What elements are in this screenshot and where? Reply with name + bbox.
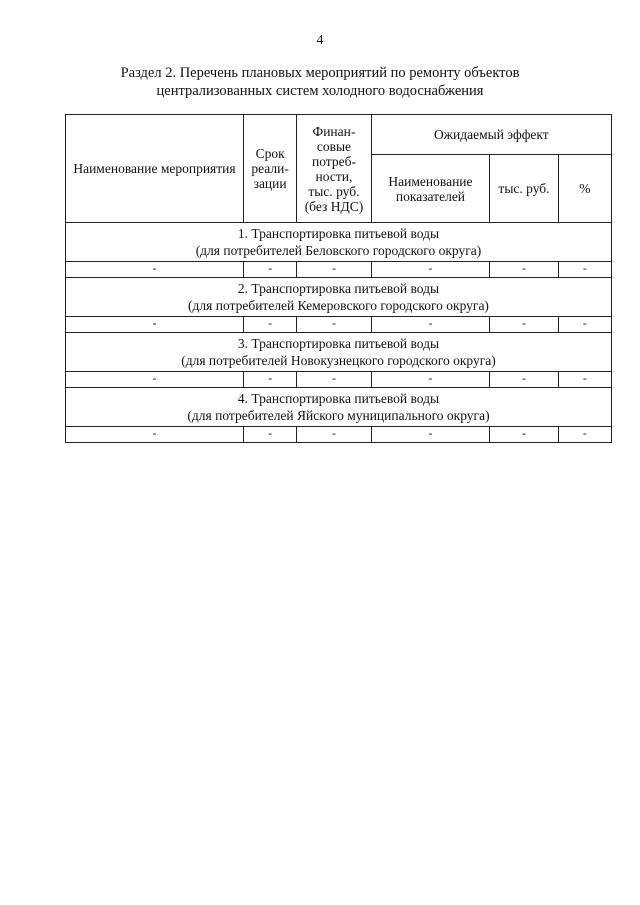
header-finance-line3: потреб- <box>311 153 356 169</box>
cell-thousand-rub: - <box>490 262 558 278</box>
section-title-line1: Раздел 2. Перечень плановых мероприятий по ремонту объектов <box>120 65 520 81</box>
table-row <box>66 317 612 333</box>
cell-finance: - <box>297 317 371 333</box>
header-event-name: Наименование мероприятия <box>66 115 244 223</box>
header-term-line1: Срок <box>255 146 285 161</box>
header-term-line2: реали- <box>251 161 289 176</box>
header-term <box>243 115 296 223</box>
section-title <box>0 64 640 100</box>
cell-indicators: - <box>371 262 490 278</box>
cell-thousand-rub: - <box>490 317 558 333</box>
section-heading-line1: 1. Транспортировка питьевой воды <box>237 226 440 241</box>
page-number: 4 <box>316 33 324 48</box>
cell-indicators: - <box>371 317 490 333</box>
cell-percent: - <box>558 372 611 388</box>
header-term-line3: зации <box>253 176 287 191</box>
section-heading-3 <box>66 333 612 372</box>
cell-event-name: - <box>66 317 244 333</box>
section-heading-1 <box>66 223 612 262</box>
cell-percent: - <box>558 262 611 278</box>
section-heading-line1: 2. Транспортировка питьевой воды <box>237 281 440 296</box>
cell-percent: - <box>558 427 611 443</box>
cell-thousand-rub: - <box>490 372 558 388</box>
header-expected-effect: Ожидаемый эффект <box>371 115 611 155</box>
cell-indicators: - <box>371 372 490 388</box>
cell-percent: - <box>558 317 611 333</box>
cell-thousand-rub: - <box>490 427 558 443</box>
header-percent: % <box>558 155 611 223</box>
section-heading-line2: (для потребителей Кемеровского городского округа) <box>188 298 489 313</box>
header-indicators: Наименование показателей <box>371 155 490 223</box>
cell-event-name: - <box>66 372 244 388</box>
section-heading-line2: (для потребителей Беловского городского округа) <box>195 243 482 258</box>
header-finance <box>297 115 371 223</box>
table-row <box>66 427 612 443</box>
cell-finance: - <box>297 262 371 278</box>
section-heading-2 <box>66 278 612 317</box>
cell-finance: - <box>297 372 371 388</box>
table-row <box>66 372 612 388</box>
cell-finance: - <box>297 427 371 443</box>
section-heading-line1: 3. Транспортировка питьевой воды <box>237 336 440 351</box>
header-finance-line5: тыс. руб. <box>308 183 360 199</box>
cell-event-name: - <box>66 427 244 443</box>
cell-event-name: - <box>66 262 244 278</box>
section-heading-line1: 4. Транспортировка питьевой воды <box>237 391 440 406</box>
header-finance-line6: (без НДС) <box>304 198 364 214</box>
cell-term: - <box>243 372 296 388</box>
cell-term: - <box>243 317 296 333</box>
header-finance-line2: совые <box>316 138 352 154</box>
header-finance-line4: ности, <box>315 168 353 184</box>
section-heading-4 <box>66 388 612 427</box>
section-title-line2: централизованных систем холодного водоснабжения <box>156 83 484 99</box>
cell-term: - <box>243 427 296 443</box>
header-finance-line1: Финан- <box>312 123 356 139</box>
cell-term: - <box>243 262 296 278</box>
table-row <box>66 262 612 278</box>
repair-measures-table <box>65 114 612 443</box>
section-heading-line2: (для потребителей Новокузнецкого городского округа) <box>181 353 496 368</box>
section-heading-line2: (для потребителей Яйского муниципального округа) <box>187 408 490 423</box>
cell-indicators: - <box>371 427 490 443</box>
header-thousand-rub: тыс. руб. <box>490 155 558 223</box>
